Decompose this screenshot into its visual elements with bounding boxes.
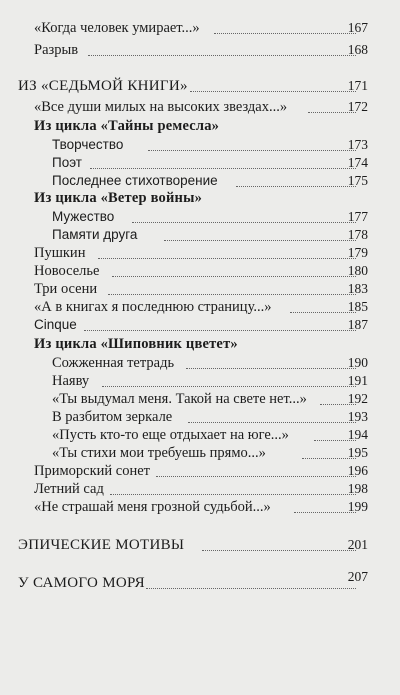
toc-entry-page: 175	[347, 173, 368, 188]
toc-entry-title: Наяву	[52, 373, 90, 389]
toc-entry	[0, 172, 400, 190]
toc-section	[0, 536, 400, 554]
toc-entry-title: Новоселье	[34, 263, 100, 279]
toc-cycle-title: Из цикла «Тайны ремесла»	[34, 118, 220, 134]
toc-entry-page: 199	[347, 499, 368, 514]
toc-entry-title: Разрыв	[34, 42, 79, 58]
toc-section-title: ЭПИЧЕСКИЕ МОТИВЫ	[18, 537, 185, 553]
toc-entry-page: 194	[347, 427, 368, 442]
toc-entry-page: 193	[347, 409, 368, 424]
toc-entry-title: Cinque	[34, 317, 77, 332]
toc-section-page: 171	[347, 78, 368, 93]
toc-entry-title: Сожженная тетрадь	[52, 355, 175, 371]
dot-leader	[202, 532, 356, 551]
toc-entry-page: 172	[347, 99, 368, 114]
toc-entry-title: Три осени	[34, 281, 98, 297]
dot-leader	[146, 570, 356, 589]
toc-entry-page: 178	[347, 227, 368, 242]
toc-cycle-title: Из цикла «Ветер войны»	[34, 190, 203, 206]
dot-leader	[84, 312, 356, 331]
toc-entry-page: 167	[347, 20, 368, 35]
toc-entry-title: Летний сад	[34, 481, 104, 497]
toc-entry-page: 177	[347, 209, 368, 224]
toc-entry-page: 168	[347, 42, 368, 57]
dot-leader	[102, 368, 356, 387]
toc-section-title: У САМОГО МОРЯ	[18, 575, 145, 591]
toc-cycle-title: Из цикла «Шиповник цветет»	[34, 336, 238, 352]
toc-entry-title: Творчество	[52, 137, 124, 152]
dot-leader	[88, 37, 356, 56]
toc-entry-page: 179	[347, 245, 368, 260]
toc-entry-title: «Пусть кто-то еще отдыхает на юге...»	[52, 427, 289, 443]
dot-leader	[112, 258, 356, 277]
toc-section-page: 201	[347, 537, 368, 552]
toc-entry-page: 185	[347, 299, 368, 314]
toc-entry-title: «Ты стихи мои требуешь прямо...»	[52, 445, 266, 461]
toc-entry-page: 180	[347, 263, 368, 278]
toc-entry-page: 198	[347, 481, 368, 496]
toc-entry-page: 174	[347, 155, 368, 170]
dot-leader	[188, 404, 356, 423]
toc-entry-page: 196	[347, 463, 368, 478]
dot-leader	[214, 15, 356, 34]
toc-entry	[0, 98, 400, 116]
toc-entry-page: 187	[347, 317, 368, 332]
toc-entry-title: Приморский сонет	[34, 463, 150, 479]
dot-leader	[186, 350, 356, 369]
toc-entry-page: 190	[347, 355, 368, 370]
toc-section	[0, 77, 400, 95]
toc-entry-page: 173	[347, 137, 368, 152]
toc-entry	[0, 498, 400, 516]
dot-leader	[108, 276, 356, 295]
toc-section-title: ИЗ «СЕДЬМОЙ КНИГИ»	[18, 78, 188, 94]
dot-leader	[90, 150, 356, 169]
dot-leader	[110, 476, 356, 495]
toc-entry-title: Последнее стихотворение	[52, 173, 218, 188]
toc-entry-title: «Все души милых на высоких звездах...»	[34, 99, 288, 115]
toc-section	[0, 569, 400, 592]
toc-entry-title: Пушкин	[34, 245, 86, 261]
dot-leader	[98, 240, 356, 259]
toc-entry	[0, 41, 400, 59]
toc-entry-title: «Когда человек умирает...»	[34, 20, 200, 36]
toc-entry-title: «А в книгах я последнюю страницу...»	[34, 299, 272, 315]
toc-entry-title: «Ты выдумал меня. Такой на свете нет...»	[52, 391, 307, 407]
toc-entry-title: Поэт	[52, 155, 82, 170]
dot-leader	[156, 458, 356, 477]
dot-leader	[190, 73, 356, 92]
toc-entry-page: 192	[347, 391, 368, 406]
dot-leader	[164, 222, 356, 241]
toc-entry-page: 191	[347, 373, 368, 388]
toc-entry-page: 195	[347, 445, 368, 460]
toc-entry-title: «Не страшай меня грозной судьбой...»	[34, 499, 271, 515]
toc-section-page: 207	[347, 569, 368, 584]
toc-entry-title: В разбитом зеркале	[52, 409, 173, 425]
dot-leader	[148, 132, 356, 151]
toc-entry	[0, 316, 400, 334]
dot-leader	[132, 204, 356, 223]
toc-entry	[0, 19, 400, 37]
dot-leader	[236, 168, 356, 187]
toc-entry-page: 183	[347, 281, 368, 296]
toc-entry-title: Мужество	[52, 209, 115, 224]
toc-entry-title: Памяти друга	[52, 227, 138, 242]
